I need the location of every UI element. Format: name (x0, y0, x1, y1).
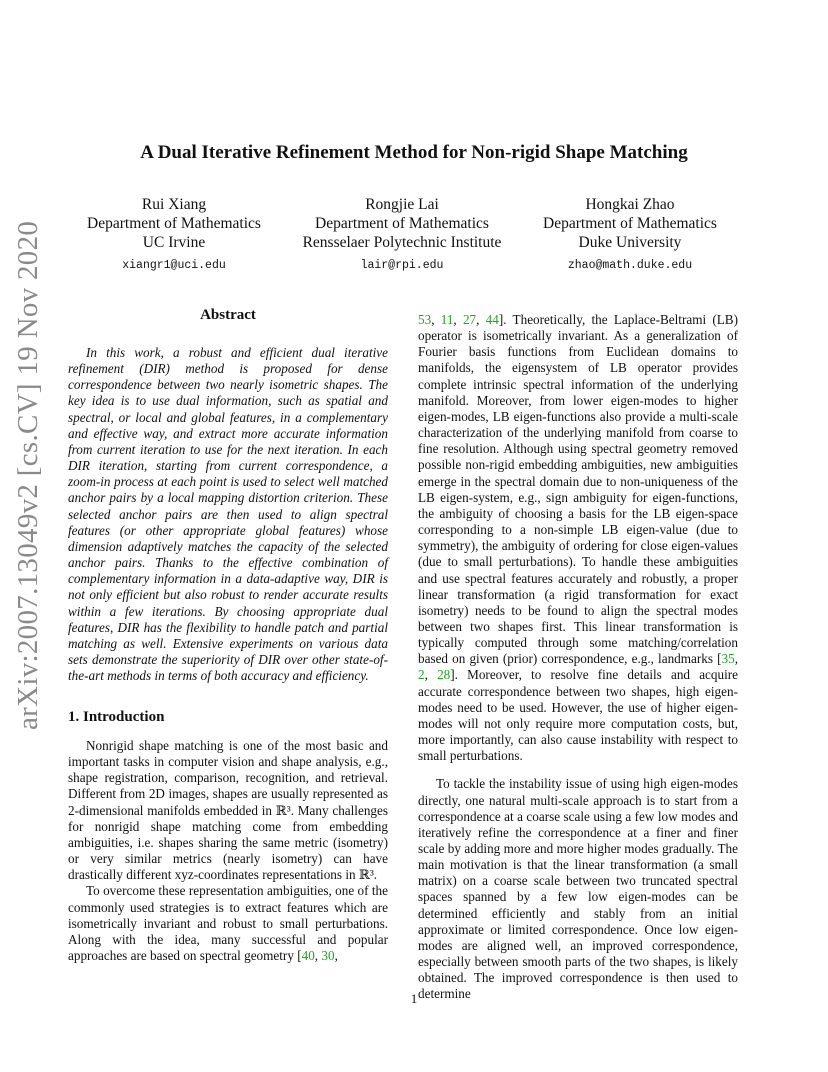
citation-link[interactable]: 53 (418, 312, 432, 327)
author-dept: Department of Mathematics (543, 215, 717, 232)
author-block-1 (54, 195, 294, 275)
right-paragraph-2: To tackle the instability issue of using high eigen-modes directly, one natural multi-scale approach is to start from a correspondence at a coarse scale using a few low modes and iteratively refine the correspondence at a finer and finer scale by adding more and more higher modes gradually. The main motivation is that the linear transformation (a small matrix) on a coarse scale between two truncated spectral spaces spanned by a few low eigen-modes can be determined efficiently and stably from an initial approximate or limited correspondence. Once low eigen-modes are aligned well, an improved correspondence, especially between smooth parts of the two shapes, is likely obtained. The improved correspondence is then used to determine (418, 776, 738, 1002)
author-email[interactable]: xiangr1@uci.edu (122, 259, 226, 272)
citation-link[interactable]: 11 (440, 312, 454, 327)
intro-paragraph-2-text: To overcome these representation ambiguities, one of the commonly used strategies is to extract features which are isometrically invariant and robust to small perturbations. Along with the idea, many successful and popular approaches are based on spectral geometry [ (68, 883, 388, 964)
intro-paragraph-1: Nonrigid shape matching is one of the most basic and important tasks in computer vision and shape analysis, e.g., shape registration, comparison, recognition, and retrieval. Different from 2D images, shapes are usually represented as 2-dimensional manifolds embedded in ℝ³. Many challenges for nonrigid shape matching come from embedding ambiguities, i.e. shapes sharing the same metric (isometry) or very similar metrics (nearly isometry) can have drastically different xyz-coordinates representations in ℝ³. (68, 738, 388, 883)
citation-link[interactable]: 35 (721, 651, 735, 667)
intro-column (68, 738, 388, 964)
right-column (418, 312, 738, 1003)
citation-link[interactable]: 44 (485, 312, 499, 327)
author-name: Hongkai Zhao (585, 196, 675, 213)
author-dept: Department of Mathematics (315, 215, 489, 232)
citation-link[interactable]: 40 (301, 948, 315, 964)
right-paragraph-1-text: ]. Theoretically, the Laplace-Beltrami (LB) operator is isometrically invariant. As a generalization of Fourier basis functions from Euclidean domains to manifolds, the eigensystem of LB operator provides complete intrinsic spectral information of the underlying manifold. Moreover, from lower eigen-modes to higher eigen-modes, LB eigen-functions also provide a multi-scale characterization of the underlying manifold from coarse to fine resolution. Although using spectral geometry removed possible non-rigid embedding ambiguities, new ambiguities emerge in the spectral domain due to non-uniqueness of the LB eigen-system, e.g., sign ambiguity for eigen-functions, the ambiguity of choosing a basis for the LB eigen-space corresponding to a non-simple LB eigen-value (due to symmetry), the ambiguity of ordering for close eigen-values (due to small perturbations). To handle these ambiguities and use spectral features accurately and robustly, a proper linear transformation (a rigid transformation for exact isometry) needs to be found to align the spectral modes between two shapes first. This linear transformation is typically computed through some matching/correlation based on given (prior) correspondence, e.g., landmarks [ (418, 312, 738, 667)
citation-link[interactable]: 2 (418, 667, 425, 683)
author-name: Rongjie Lai (365, 196, 439, 213)
abstract-text: In this work, a robust and efficient dual iterative refinement (DIR) method is proposed for dense correspondence between two nearly isometric shapes. The key idea is to use dual information, such as spatial and spectral, or local and global features, in a complementary and effective way, and extract more accurate information from current iteration to use for the next iteration. In each DIR iteration, starting from current correspondence, a zoom-in process at each point is used to select well matched anchor pairs by a local mapping distortion criterion. These selected anchor pairs are then used to align spectral features (or other appropriate global features) whose dimension adaptively matches the capacity of the selected anchor pairs. Thanks to the effective combination of complementary information in a data-adaptive way, DIR is not only efficient but also robust to render accurate results within a few iterations. By choosing appropriate dual features, DIR has the flexibility to handle patch and partial matching as well. Extensive experiments on various data sets demonstrate the superiority of DIR over other state-of-the-art methods in terms of both accuracy and efficiency. (68, 345, 388, 684)
citation-link[interactable]: 27 (462, 312, 477, 327)
arxiv-stamp: arXiv:2007.13049v2 [cs.CV] 19 Nov 2020 (12, 220, 44, 730)
author-block-2 (282, 195, 522, 275)
abstract-body (68, 345, 388, 684)
section-heading-introduction: 1. Introduction (68, 709, 165, 725)
right-paragraph-1: 53, 11, 27, 44]. Theoretically, the Laplace-Beltrami (LB) operator is isometrically invariant. As a generalization of Fourier basis functions from Euclidean domains to manifolds, the eigensystem of LB operator provides complete intrinsic spectral information of the underlying manifold. Moreover, from lower eigen-modes to higher eigen-modes, LB eigen-functions also provide a multi-scale characterization of the underlying manifold from coarse to fine resolution. Although using spectral geometry removed possible non-rigid embedding ambiguities, new ambiguities emerge in the spectral domain due to non-uniqueness of the LB eigen-system, e.g., sign ambiguity for eigen-functions, the ambiguity of choosing a basis for the LB eigen-space corresponding to a non-simple LB eigen-value (due to symmetry), the ambiguity of ordering for close eigen-values (due to small perturbations). To handle these ambiguities and use spectral features accurately and robustly, a proper linear transformation (a rigid transformation for exact isometry) needs to be found to align the spectral modes between two shapes first. This linear transformation is typically computed through some matching/correlation based on given (prior) correspondence, e.g., landmarks [35, 2, 28]. Moreover, to resolve fine details and acquire accurate correspondence between two shapes, high eigen-modes need to be used. However, the use of higher eigen-modes will not only require more computation costs, but, more importantly, can also cause instability with respect to small perturbations. (418, 312, 739, 764)
right-paragraph-1-tail: ]. Moreover, to resolve fine details and acquire accurate correspondence between two shapes, high eigen-modes need to be used. However, the use of higher eigen-modes will not only require more computation costs, but, more importantly, can also cause instability with respect to small perturbations. (418, 667, 739, 764)
author-email[interactable]: lair@rpi.edu (360, 259, 444, 272)
citation-link[interactable]: 28 (437, 667, 451, 683)
author-name: Rui Xiang (141, 196, 207, 213)
author-email[interactable]: zhao@math.duke.edu (567, 259, 693, 272)
page-number: 1 (410, 991, 418, 1006)
author-inst: Rensselaer Polytechnic Institute (302, 234, 502, 251)
author-block-3 (510, 195, 750, 275)
abstract-heading: Abstract (200, 307, 256, 323)
intro-paragraph-2: To overcome these representation ambiguities, one of the commonly used strategies is to extract features which are isometrically invariant and robust to small perturbations. Along with the idea, many successful and popular approaches are based on spectral geometry [40, 30, (68, 883, 388, 964)
author-dept: Department of Mathematics (87, 215, 261, 232)
author-inst: Duke University (578, 234, 682, 251)
author-inst: UC Irvine (142, 234, 206, 251)
paper-title: A Dual Iterative Refinement Method for Non-rigid Shape Matching (140, 142, 688, 163)
citation-link[interactable]: 30 (321, 948, 335, 964)
